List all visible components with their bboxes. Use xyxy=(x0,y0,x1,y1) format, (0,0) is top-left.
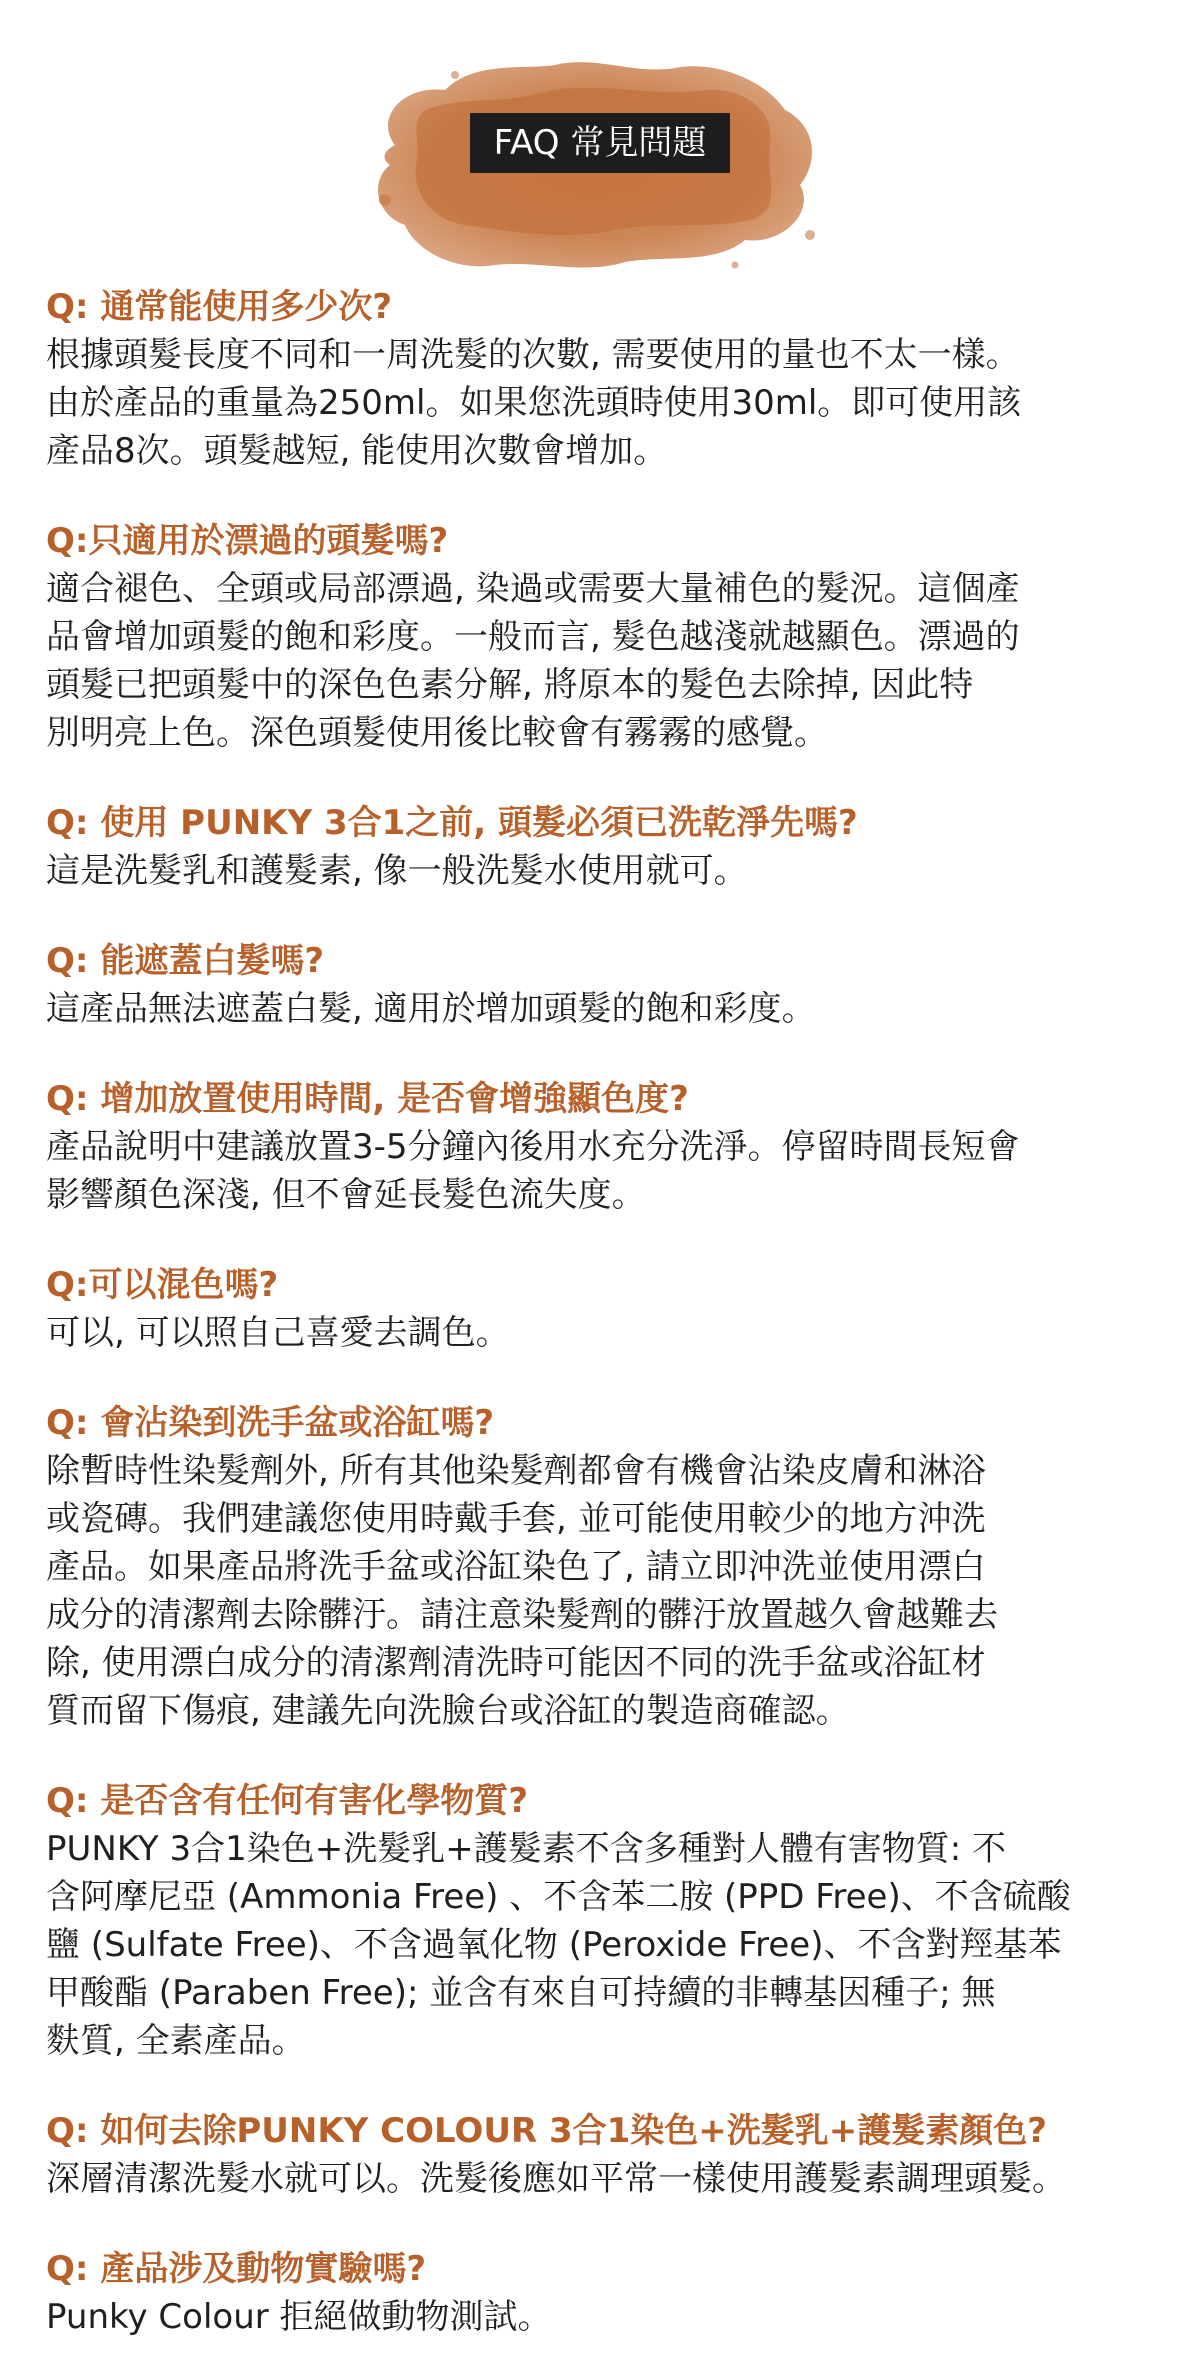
faq-item xyxy=(46,283,1171,475)
faq-answer-line: 麩質, 全素產品。 xyxy=(46,2021,306,2061)
faq-question: Q: 增加放置使用時間, 是否會增強顯色度? xyxy=(46,1079,689,1119)
faq-answer-line: 適合褪色、全頭或局部漂過, 染過或需要大量補色的髮況。這個產 xyxy=(46,569,1020,609)
faq-answer xyxy=(46,1123,1171,1219)
faq-item xyxy=(46,1261,1171,1357)
faq-answer-line: 根據頭髮長度不同和一周洗髮的次數, 需要使用的量也不太一樣。 xyxy=(46,335,1020,375)
faq-answer-line: 可以, 可以照自己喜愛去調色。 xyxy=(46,1313,510,1353)
faq-answer xyxy=(46,1309,1171,1357)
faq-item xyxy=(46,2245,1171,2341)
faq-header xyxy=(0,0,1200,300)
faq-answer-line: 這是洗髮乳和護髮素, 像一般洗髮水使用就可。 xyxy=(46,851,748,891)
faq-answer-line: 產品。如果產品將洗手盆或浴缸染色了, 請立即沖洗並使用漂白 xyxy=(46,1547,986,1587)
faq-item xyxy=(46,1399,1171,1735)
faq-question: Q: 使用 PUNKY 3合1之前, 頭髮必須已洗乾淨先嗎? xyxy=(46,803,858,843)
faq-answer-line: 品會增加頭髮的飽和彩度。一般而言, 髮色越淺就越顯色。漂過的 xyxy=(46,617,1020,657)
faq-list xyxy=(46,283,1171,2341)
faq-question: Q: 產品涉及動物實驗嗎? xyxy=(46,2249,427,2289)
faq-answer-line: 產品8次。頭髮越短, 能使用次數會增加。 xyxy=(46,431,668,471)
faq-item xyxy=(46,1777,1171,2065)
faq-answer-line: 成分的清潔劑去除髒汙。請注意染髮劑的髒汙放置越久會越難去 xyxy=(46,1595,998,1635)
faq-answer xyxy=(46,985,1171,1033)
faq-item xyxy=(46,937,1171,1033)
faq-answer xyxy=(46,2293,1171,2341)
faq-item xyxy=(46,517,1171,757)
faq-answer-line: 這產品無法遮蓋白髮, 適用於增加頭髮的飽和彩度。 xyxy=(46,989,816,1029)
faq-answer-line: 產品說明中建議放置3-5分鐘內後用水充分洗淨。停留時間長短會 xyxy=(46,1127,1020,1167)
faq-answer-line: 含阿摩尼亞 (Ammonia Free) 、不含苯二胺 (PPD Free)、不含硫酸 xyxy=(46,1877,1071,1917)
faq-answer-line: 除暫時性染髮劑外, 所有其他染髮劑都會有機會沾染皮膚和淋浴 xyxy=(46,1451,986,1491)
faq-answer-line: Punky Colour 拒絕做動物測試。 xyxy=(46,2297,552,2337)
faq-item xyxy=(46,799,1171,895)
faq-question: Q: 能遮蓋白髮嗎? xyxy=(46,941,325,981)
faq-answer-line: 甲酸酯 (Paraben Free); 並含有來自可持續的非轉基因種子; 無 xyxy=(46,1973,996,2013)
faq-answer xyxy=(46,2155,1171,2203)
faq-answer-line: 影響顏色深淺, 但不會延長髮色流失度。 xyxy=(46,1175,646,1215)
faq-question: Q: 會沾染到洗手盆或浴缸嗎? xyxy=(46,1403,495,1443)
faq-answer-line: PUNKY 3合1染色+洗髮乳+護髮素不含多種對人體有害物質: 不 xyxy=(46,1829,1006,1869)
faq-item xyxy=(46,2107,1171,2203)
faq-item xyxy=(46,1075,1171,1219)
faq-answer-line: 質而留下傷痕, 建議先向洗臉台或浴缸的製造商確認。 xyxy=(46,1691,850,1731)
faq-question: Q: 通常能使用多少次? xyxy=(46,287,393,327)
faq-question: Q: 是否含有任何有害化學物質? xyxy=(46,1781,529,1821)
faq-question: Q: 如何去除PUNKY COLOUR 3合1染色+洗髮乳+護髮素顏色? xyxy=(46,2111,1047,2151)
faq-answer xyxy=(46,847,1171,895)
faq-answer xyxy=(46,331,1171,475)
faq-answer xyxy=(46,1825,1171,2065)
faq-answer-line: 由於產品的重量為250ml。如果您洗頭時使用30ml。即可使用該 xyxy=(46,383,1022,423)
faq-answer-line: 深層清潔洗髮水就可以。洗髮後應如平常一樣使用護髮素調理頭髮。 xyxy=(46,2159,1066,2199)
faq-question: Q:只適用於漂過的頭髮嗎? xyxy=(46,521,449,561)
faq-answer-line: 或瓷磚。我們建議您使用時戴手套, 並可能使用較少的地方沖洗 xyxy=(46,1499,986,1539)
faq-answer-line: 除, 使用漂白成分的清潔劑清洗時可能因不同的洗手盆或浴缸材 xyxy=(46,1643,986,1683)
faq-answer-line: 頭髮已把頭髮中的深色色素分解, 將原本的髮色去除掉, 因此特 xyxy=(46,665,974,705)
page-title: FAQ 常見問題 xyxy=(470,113,730,173)
faq-answer xyxy=(46,1447,1171,1735)
faq-answer-line: 別明亮上色。深色頭髮使用後比較會有霧霧的感覺。 xyxy=(46,713,828,753)
faq-answer xyxy=(46,565,1171,757)
faq-answer-line: 鹽 (Sulfate Free)、不含過氧化物 (Peroxide Free)、不含對羥基苯 xyxy=(46,1925,1062,1965)
faq-question: Q:可以混色嗎? xyxy=(46,1265,279,1305)
